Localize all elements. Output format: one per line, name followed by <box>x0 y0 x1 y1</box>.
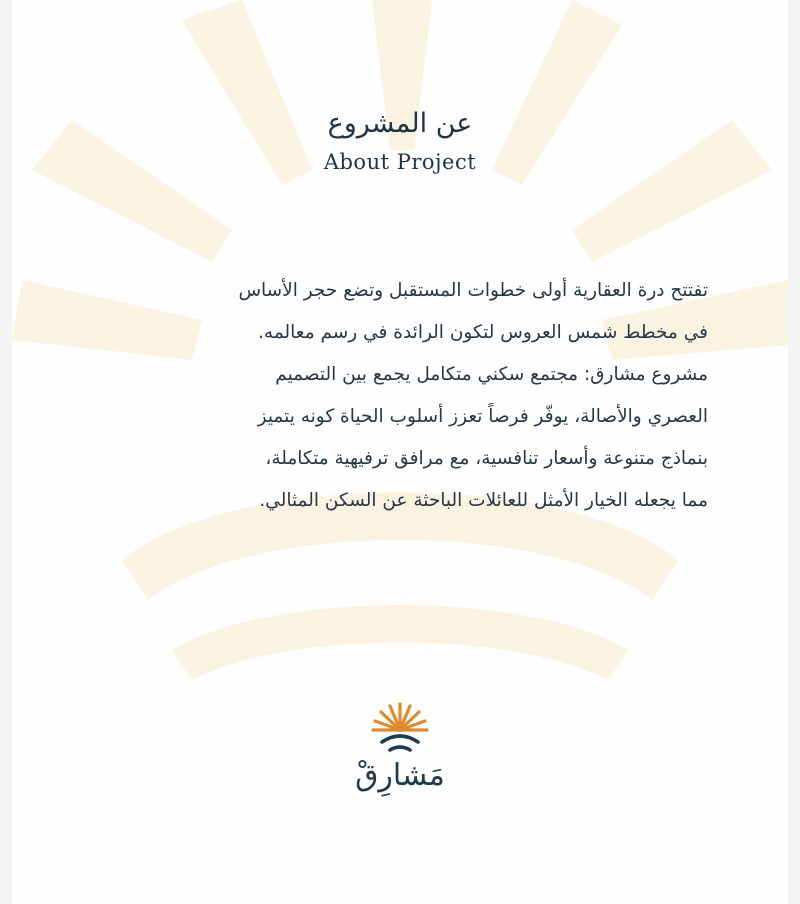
document-page <box>12 0 788 904</box>
sunburst-icon <box>368 700 432 752</box>
paragraph-line: بنماذج متنوعة وأسعار تنافسية، مع مرافق ترفيهية متكاملة، <box>265 448 708 469</box>
page-subtitle: About Project <box>323 150 477 174</box>
paragraph-line: مشروع مشارق: مجتمع سكني متكامل يجمع بين التصميم <box>275 364 708 385</box>
brand-logo <box>12 700 788 793</box>
brand-wordmark: مَشارِقْ <box>355 758 445 793</box>
paragraph-line: العصري والأصالة، يوفّر فرصاً تعزز أسلوب الحياة كونه يتميز <box>257 406 708 427</box>
paragraph-line: في مخطط شمس العروس لتكون الرائدة في رسم معالمه. <box>258 322 708 343</box>
paragraph-line: مما يجعله الخيار الأمثل للعائلات الباحثة عن السكن المثالي. <box>259 490 708 511</box>
paragraph-line: تفتتح درة العقارية أولى خطوات المستقبل وتضع حجر الأساس <box>238 280 708 301</box>
body-paragraph <box>88 270 708 522</box>
page-title: عن المشروع <box>327 108 473 139</box>
